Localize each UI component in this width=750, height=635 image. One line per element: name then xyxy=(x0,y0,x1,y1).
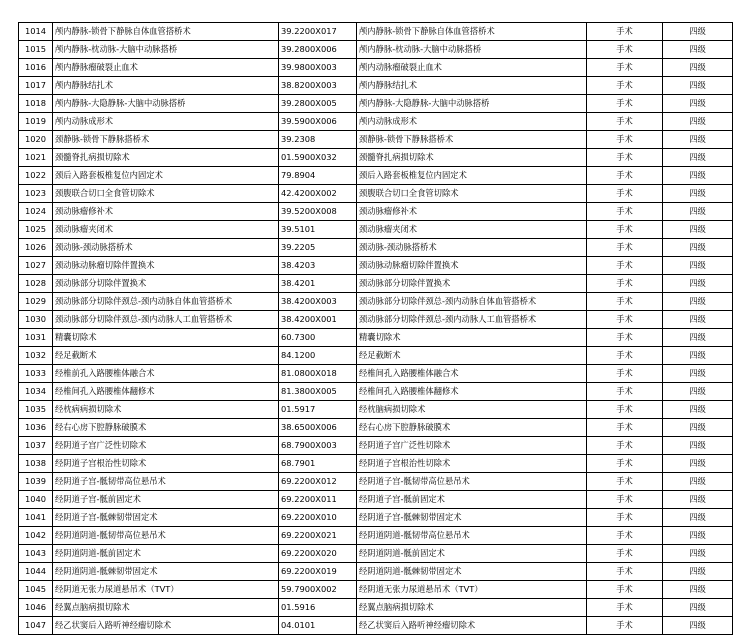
procedure-name: 经乙状窦后入路听神经瘤切除术 xyxy=(53,617,279,635)
row-index: 1046 xyxy=(19,599,53,617)
operation-name: 经阴道子宫广泛性切除术 xyxy=(357,437,587,455)
category: 手术 xyxy=(587,347,663,365)
row-index: 1036 xyxy=(19,419,53,437)
level: 四级 xyxy=(663,563,733,581)
procedure-name: 经阴道子宫根治性切除术 xyxy=(53,455,279,473)
category: 手术 xyxy=(587,131,663,149)
level: 四级 xyxy=(663,509,733,527)
procedure-name: 颈动脉瘤夹闭术 xyxy=(53,221,279,239)
procedure-code: 60.7300 xyxy=(279,329,357,347)
procedure-name: 经阴道阴道-骶韧带高位悬吊术 xyxy=(53,527,279,545)
level: 四级 xyxy=(663,239,733,257)
procedure-code: 01.5900X032 xyxy=(279,149,357,167)
table-row xyxy=(19,617,733,635)
table-row xyxy=(19,203,733,221)
table-row xyxy=(19,95,733,113)
operation-name: 经阴道子宫-骶前固定术 xyxy=(357,491,587,509)
procedure-code: 38.4200X003 xyxy=(279,293,357,311)
procedure-code: 38.8200X003 xyxy=(279,77,357,95)
table-row xyxy=(19,77,733,95)
category: 手术 xyxy=(587,419,663,437)
operation-name: 经阴道阴道-骶前固定术 xyxy=(357,545,587,563)
procedure-code: 68.7900X003 xyxy=(279,437,357,455)
table-row xyxy=(19,563,733,581)
operation-name: 经阴道子宫-骶韧带高位悬吊术 xyxy=(357,473,587,491)
operation-name: 精囊切除术 xyxy=(357,329,587,347)
procedure-name: 经足截断术 xyxy=(53,347,279,365)
row-index: 1022 xyxy=(19,167,53,185)
operation-name: 经阴道子宫-骶棘韧带固定术 xyxy=(357,509,587,527)
procedure-code: 69.2200X021 xyxy=(279,527,357,545)
row-index: 1028 xyxy=(19,275,53,293)
category: 手术 xyxy=(587,149,663,167)
category: 手术 xyxy=(587,257,663,275)
operation-name: 经阴道子宫根治性切除术 xyxy=(357,455,587,473)
operation-name: 经翼点脑病损切除术 xyxy=(357,599,587,617)
procedure-code: 39.2800X006 xyxy=(279,41,357,59)
level: 四级 xyxy=(663,347,733,365)
table-row xyxy=(19,23,733,41)
table-row xyxy=(19,149,733,167)
procedure-code: 39.5900X006 xyxy=(279,113,357,131)
table-row xyxy=(19,599,733,617)
procedure-code: 38.4200X001 xyxy=(279,311,357,329)
row-index: 1043 xyxy=(19,545,53,563)
category: 手术 xyxy=(587,563,663,581)
procedure-name: 颈动脉部分切除伴颈总-颈内动脉人工血管搭桥术 xyxy=(53,311,279,329)
row-index: 1038 xyxy=(19,455,53,473)
category: 手术 xyxy=(587,455,663,473)
operation-name: 颈腹联合切口全食管切除术 xyxy=(357,185,587,203)
procedure-name: 颈动脉部分切除伴置换术 xyxy=(53,275,279,293)
row-index: 1037 xyxy=(19,437,53,455)
category: 手术 xyxy=(587,77,663,95)
operation-name: 颈动脉瘤夹闭术 xyxy=(357,221,587,239)
row-index: 1017 xyxy=(19,77,53,95)
procedure-name: 颈静脉-锁骨下静脉搭桥术 xyxy=(53,131,279,149)
operation-name: 颈后入路套板椎复位内固定术 xyxy=(357,167,587,185)
table-row xyxy=(19,401,733,419)
procedure-code: 38.4201 xyxy=(279,275,357,293)
table-row xyxy=(19,527,733,545)
category: 手术 xyxy=(587,203,663,221)
level: 四级 xyxy=(663,491,733,509)
table-row xyxy=(19,581,733,599)
category: 手术 xyxy=(587,23,663,41)
category: 手术 xyxy=(587,599,663,617)
row-index: 1047 xyxy=(19,617,53,635)
procedure-code: 39.2200X017 xyxy=(279,23,357,41)
level: 四级 xyxy=(663,365,733,383)
table-row xyxy=(19,491,733,509)
row-index: 1021 xyxy=(19,149,53,167)
operation-name: 颈动脉-颈动脉搭桥术 xyxy=(357,239,587,257)
operation-name: 经阴道无张力尿道悬吊术（TVT） xyxy=(357,581,587,599)
level: 四级 xyxy=(663,257,733,275)
operation-name: 颈髓脊扎病损切除术 xyxy=(357,149,587,167)
row-index: 1033 xyxy=(19,365,53,383)
row-index: 1025 xyxy=(19,221,53,239)
row-index: 1018 xyxy=(19,95,53,113)
table-row xyxy=(19,509,733,527)
category: 手术 xyxy=(587,581,663,599)
category: 手术 xyxy=(587,329,663,347)
category: 手术 xyxy=(587,167,663,185)
table-row xyxy=(19,275,733,293)
procedure-code: 81.3800X005 xyxy=(279,383,357,401)
procedure-code: 69.2200X011 xyxy=(279,491,357,509)
procedure-code: 84.1200 xyxy=(279,347,357,365)
level: 四级 xyxy=(663,545,733,563)
table-row xyxy=(19,221,733,239)
category: 手术 xyxy=(587,437,663,455)
level: 四级 xyxy=(663,455,733,473)
table-row xyxy=(19,473,733,491)
table-row xyxy=(19,347,733,365)
row-index: 1031 xyxy=(19,329,53,347)
table-row xyxy=(19,167,733,185)
operation-name: 经足截断术 xyxy=(357,347,587,365)
operation-name: 颅内静脉-枕动脉-大脑中动脉搭桥 xyxy=(357,41,587,59)
category: 手术 xyxy=(587,491,663,509)
row-index: 1042 xyxy=(19,527,53,545)
procedure-name: 经阴道无张力尿道悬吊术（TVT） xyxy=(53,581,279,599)
level: 四级 xyxy=(663,185,733,203)
row-index: 1032 xyxy=(19,347,53,365)
procedure-code: 59.7900X002 xyxy=(279,581,357,599)
procedure-code: 39.2800X005 xyxy=(279,95,357,113)
procedure-code: 69.2200X010 xyxy=(279,509,357,527)
row-index: 1030 xyxy=(19,311,53,329)
category: 手术 xyxy=(587,185,663,203)
procedure-code: 69.2200X012 xyxy=(279,473,357,491)
level: 四级 xyxy=(663,113,733,131)
level: 四级 xyxy=(663,275,733,293)
level: 四级 xyxy=(663,473,733,491)
procedure-name: 经阴道子宫-骶韧带高位悬吊术 xyxy=(53,473,279,491)
procedure-code: 38.4203 xyxy=(279,257,357,275)
procedure-name: 颈动脉部分切除伴颈总-颈内动脉自体血管搭桥术 xyxy=(53,293,279,311)
category: 手术 xyxy=(587,473,663,491)
row-index: 1023 xyxy=(19,185,53,203)
table-row xyxy=(19,329,733,347)
category: 手术 xyxy=(587,527,663,545)
table-row xyxy=(19,113,733,131)
level: 四级 xyxy=(663,419,733,437)
operation-name: 经阴道阴道-骶棘韧带固定术 xyxy=(357,563,587,581)
row-index: 1039 xyxy=(19,473,53,491)
procedure-name: 颅内静脉结扎术 xyxy=(53,77,279,95)
level: 四级 xyxy=(663,599,733,617)
level: 四级 xyxy=(663,41,733,59)
procedure-name: 颈动脉瘤修补术 xyxy=(53,203,279,221)
procedure-name: 经阴道阴道-骶前固定术 xyxy=(53,545,279,563)
row-index: 1014 xyxy=(19,23,53,41)
procedure-name: 经翼点脑病损切除术 xyxy=(53,599,279,617)
procedure-code: 39.5101 xyxy=(279,221,357,239)
procedure-name: 颅内静脉-枕动脉-大脑中动脉搭桥 xyxy=(53,41,279,59)
procedure-code: 69.2200X020 xyxy=(279,545,357,563)
table-row xyxy=(19,545,733,563)
level: 四级 xyxy=(663,95,733,113)
table-row xyxy=(19,41,733,59)
procedure-code: 04.0101 xyxy=(279,617,357,635)
operation-name: 颈静脉-锁骨下静脉搭桥术 xyxy=(357,131,587,149)
level: 四级 xyxy=(663,167,733,185)
level: 四级 xyxy=(663,59,733,77)
category: 手术 xyxy=(587,221,663,239)
procedure-name: 颅内静脉-大隐静脉-大脑中动脉搭桥 xyxy=(53,95,279,113)
procedure-name: 经椎前孔入路腰椎体融合术 xyxy=(53,365,279,383)
category: 手术 xyxy=(587,41,663,59)
procedure-code: 01.5917 xyxy=(279,401,357,419)
level: 四级 xyxy=(663,581,733,599)
operation-name: 经椎间孔入路腰椎体翻修术 xyxy=(357,383,587,401)
operation-name: 颈动脉部分切除伴颈总-颈内动脉自体血管搭桥术 xyxy=(357,293,587,311)
row-index: 1019 xyxy=(19,113,53,131)
operation-name: 颅内动脉成形术 xyxy=(357,113,587,131)
row-index: 1034 xyxy=(19,383,53,401)
row-index: 1044 xyxy=(19,563,53,581)
procedure-code: 68.7901 xyxy=(279,455,357,473)
procedure-code: 42.4200X002 xyxy=(279,185,357,203)
category: 手术 xyxy=(587,275,663,293)
row-index: 1041 xyxy=(19,509,53,527)
procedure-name: 经右心房下腔静脉破膜术 xyxy=(53,419,279,437)
operation-name: 经阴道阴道-骶韧带高位悬吊术 xyxy=(357,527,587,545)
procedure-name: 颅内动脉成形术 xyxy=(53,113,279,131)
row-index: 1029 xyxy=(19,293,53,311)
table-row xyxy=(19,419,733,437)
category: 手术 xyxy=(587,59,663,77)
procedure-code: 79.8904 xyxy=(279,167,357,185)
procedure-name: 经椎间孔入路腰椎体翻修术 xyxy=(53,383,279,401)
category: 手术 xyxy=(587,401,663,419)
row-index: 1035 xyxy=(19,401,53,419)
category: 手术 xyxy=(587,113,663,131)
procedure-code: 39.9800X003 xyxy=(279,59,357,77)
operation-name: 颅内静脉-锁骨下静脉自体血管搭桥术 xyxy=(357,23,587,41)
procedure-name: 经阴道子宫-骶棘韧带固定术 xyxy=(53,509,279,527)
table-row xyxy=(19,311,733,329)
procedure-name: 精囊切除术 xyxy=(53,329,279,347)
table-row xyxy=(19,383,733,401)
procedure-code: 39.2205 xyxy=(279,239,357,257)
category: 手术 xyxy=(587,383,663,401)
category: 手术 xyxy=(587,95,663,113)
operation-name: 颅内动脉瘤破裂止血术 xyxy=(357,59,587,77)
procedure-name: 颅内静脉-锁骨下静脉自体血管搭桥术 xyxy=(53,23,279,41)
row-index: 1040 xyxy=(19,491,53,509)
category: 手术 xyxy=(587,365,663,383)
row-index: 1015 xyxy=(19,41,53,59)
row-index: 1027 xyxy=(19,257,53,275)
procedure-name: 经阴道阴道-骶棘韧带固定术 xyxy=(53,563,279,581)
table-row xyxy=(19,293,733,311)
level: 四级 xyxy=(663,383,733,401)
row-index: 1045 xyxy=(19,581,53,599)
procedure-name: 经阴道子宫广泛性切除术 xyxy=(53,437,279,455)
category: 手术 xyxy=(587,239,663,257)
operation-name: 颈动脉部分切除伴颈总-颈内动脉人工血管搭桥术 xyxy=(357,311,587,329)
level: 四级 xyxy=(663,617,733,635)
table-row xyxy=(19,257,733,275)
level: 四级 xyxy=(663,77,733,95)
row-index: 1016 xyxy=(19,59,53,77)
category: 手术 xyxy=(587,311,663,329)
level: 四级 xyxy=(663,329,733,347)
procedure-name: 颈腹联合切口全食管切除术 xyxy=(53,185,279,203)
table-row xyxy=(19,59,733,77)
category: 手术 xyxy=(587,293,663,311)
level: 四级 xyxy=(663,23,733,41)
level: 四级 xyxy=(663,311,733,329)
procedure-code: 81.0800X018 xyxy=(279,365,357,383)
procedure-name: 经枕病病损切除术 xyxy=(53,401,279,419)
level: 四级 xyxy=(663,437,733,455)
table-body xyxy=(19,23,733,635)
procedure-name: 颅内静脉瘤破裂止血术 xyxy=(53,59,279,77)
level: 四级 xyxy=(663,527,733,545)
table-row xyxy=(19,239,733,257)
level: 四级 xyxy=(663,401,733,419)
table-row xyxy=(19,437,733,455)
level: 四级 xyxy=(663,293,733,311)
procedure-code: 01.5916 xyxy=(279,599,357,617)
level: 四级 xyxy=(663,149,733,167)
row-index: 1026 xyxy=(19,239,53,257)
row-index: 1020 xyxy=(19,131,53,149)
category: 手术 xyxy=(587,509,663,527)
operation-name: 颅内静脉-大隐静脉-大脑中动脉搭桥 xyxy=(357,95,587,113)
procedure-code: 69.2200X019 xyxy=(279,563,357,581)
operation-name: 经乙状窦后入路听神经瘤切除术 xyxy=(357,617,587,635)
level: 四级 xyxy=(663,131,733,149)
procedure-code: 38.6500X006 xyxy=(279,419,357,437)
operation-name: 经椎间孔入路腰椎体融合术 xyxy=(357,365,587,383)
table-row xyxy=(19,365,733,383)
level: 四级 xyxy=(663,203,733,221)
procedure-code: 39.2308 xyxy=(279,131,357,149)
table-row xyxy=(19,131,733,149)
operation-name: 经右心房下腔静脉破膜术 xyxy=(357,419,587,437)
operation-name: 颈动脉瘤修补术 xyxy=(357,203,587,221)
procedure-name: 颈后入路套板椎复位内固定术 xyxy=(53,167,279,185)
category: 手术 xyxy=(587,545,663,563)
procedure-name: 经阴道子宫-骶前固定术 xyxy=(53,491,279,509)
procedure-code: 39.5200X008 xyxy=(279,203,357,221)
surgical-procedure-table xyxy=(18,22,733,635)
procedure-name: 颈髓脊扎病损切除术 xyxy=(53,149,279,167)
category: 手术 xyxy=(587,617,663,635)
operation-name: 颈动脉动脉瘤切除伴置换术 xyxy=(357,257,587,275)
procedure-name: 颈动脉动脉瘤切除伴置换术 xyxy=(53,257,279,275)
row-index: 1024 xyxy=(19,203,53,221)
operation-name: 颅内静脉结扎术 xyxy=(357,77,587,95)
level: 四级 xyxy=(663,221,733,239)
table-row xyxy=(19,455,733,473)
operation-name: 颈动脉部分切除伴置换术 xyxy=(357,275,587,293)
table-row xyxy=(19,185,733,203)
procedure-name: 颈动脉-颈动脉搭桥术 xyxy=(53,239,279,257)
operation-name: 经枕脑病损切除术 xyxy=(357,401,587,419)
